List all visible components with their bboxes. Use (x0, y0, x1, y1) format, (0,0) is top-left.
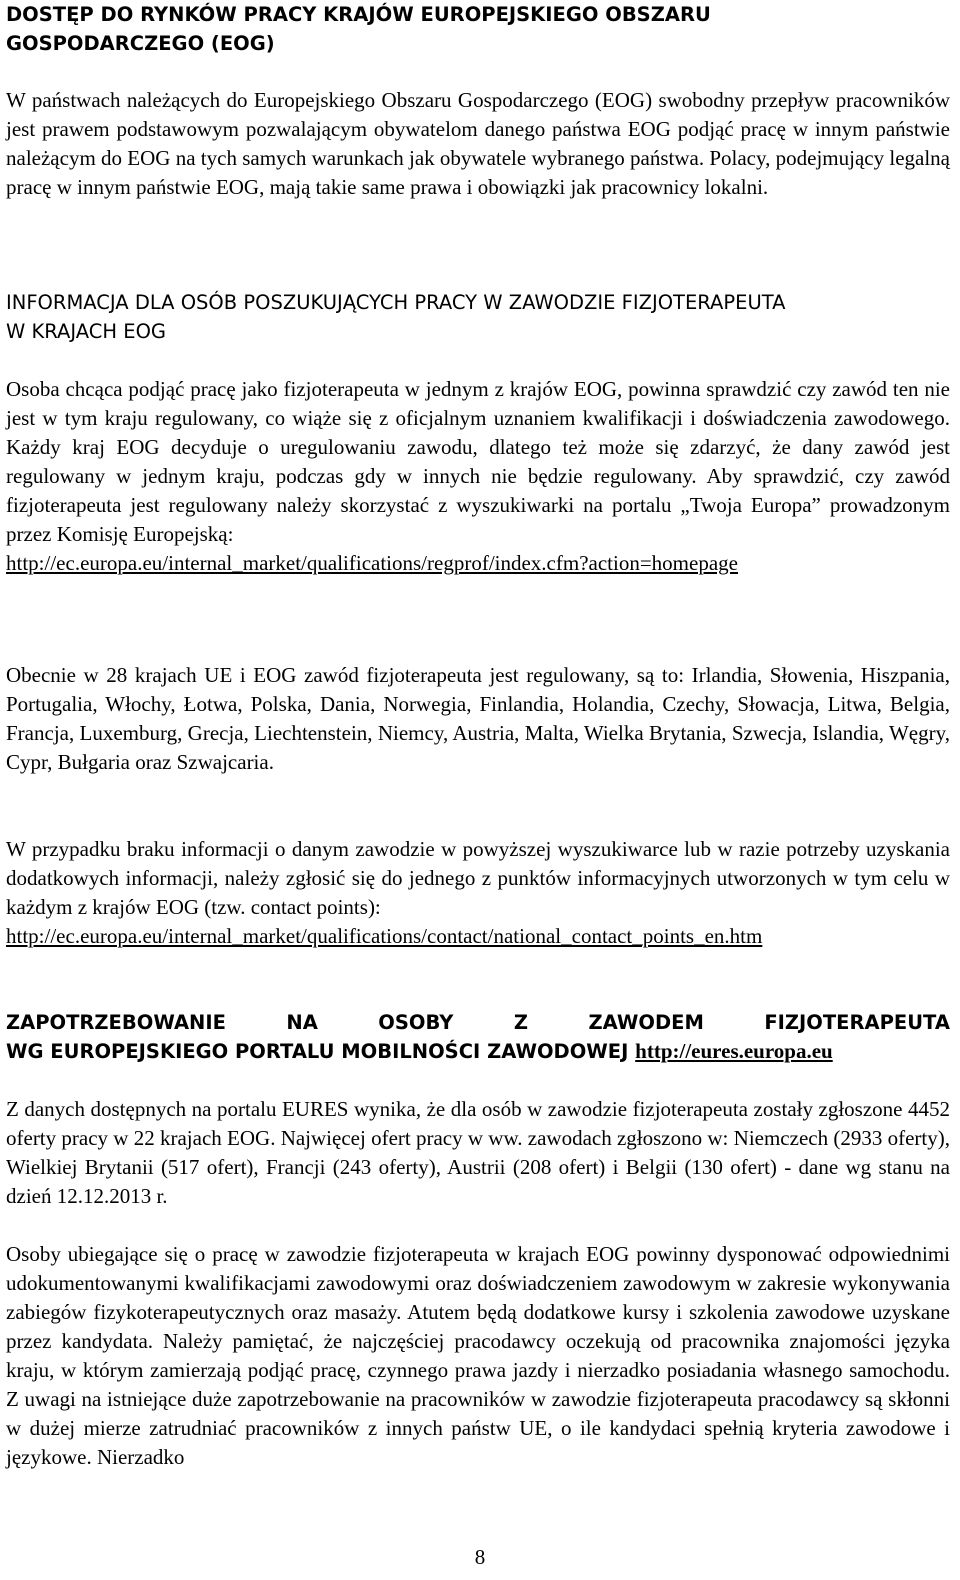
title-line: INFORMACJA DLA OSÓB POSZUKUJĄCYCH PRACY W ZAWODZIE FIZJOTERAPEUTA (6, 291, 786, 314)
section-eog-access (6, 0, 950, 202)
paragraph: Osoba chcąca podjąć pracę jako fizjoterapeuta w jednym z krajów EOG, powinna sprawdzić czy zawód ten nie jest w tym kraju regulowany, co wiąże się z oficjalnym uznaniem kwalifikacji i doświadczenia zawodowego. Każdy kraj EOG decyduje o uregulowaniu zawodu, dlatego też może się zdarzyć, że dany zawód jest regulowany w jednym kraju, podczas gdy w innych nie będzie regulowany. Aby sprawdzić, czy zawód fizjoterapeuta jest regulowany należy skorzystać z wyszukiwarki na portalu „Twoja Europa” prowadzonym przez Komisję Europejską: (6, 377, 950, 546)
section-job-seekers-info (6, 288, 950, 578)
eures-link[interactable]: http://eures.europa.eu (635, 1039, 833, 1063)
regprof-link[interactable]: http://ec.europa.eu/internal_market/qualifications/regprof/index.cfm?action=homepage (6, 551, 738, 575)
section-title (6, 0, 950, 58)
title-line: WG EUROPEJSKIEGO PORTALU MOBILNOŚCI ZAWODOWEJ http://eures.europa.eu (6, 1039, 833, 1063)
paragraph: W państwach należących do Europejskiego Obszaru Gospodarczego (EOG) swobodny przepływ pracowników jest prawem podstawowym pozwalającym obywatelom danego państwa EOG podjąć pracę w innym państwie należącym do EOG na tych samych warunkach jak obywatele wybranego państwa. Polacy, podejmujący legalną pracę w innym państwie EOG, mają takie same prawa i obowiązki jak pracownicy lokalni. (6, 88, 950, 199)
title-line: W KRAJACH EOG (6, 320, 167, 343)
contact-points-link[interactable]: http://ec.europa.eu/internal_market/qualifications/contact/national_contact_points_en.htm (6, 924, 763, 948)
title-line: ZAPOTRZEBOWANIE NA OSOBY Z ZAWODEM FIZJOTERAPEUTA (6, 1011, 950, 1034)
section-eures-demand (6, 1008, 950, 1472)
paragraph: Osoby ubiegające się o pracę w zawodzie fizjoterapeuta w krajach EOG powinny dysponować odpowiednimi udokumentowanymi kwalifikacjami zawodowymi oraz doświadczeniem zawodowym w zakresie wykonywania zabiegów fizykoterapeutycznych oraz masaży. Atutem będą dodatkowe kursy i szkolenia zawodowe uzyskane przez kandydata. Należy pamiętać, że najczęściej pracodawcy oczekują od pracownika znajomości języka kraju, w którym zamierzają podjąć pracę, czynnego prawa jazdy i nierzadko posiadania własnego samochodu. Z uwagi na istniejące duże zapotrzebowanie na pracowników w zawodzie fizjoterapeuta pracodawcy są skłonni w dużej mierze zatrudniać pracowników z innych państw UE, o ile kandydaci spełnią kryteria zawodowe i językowe. Nierzadko (6, 1242, 950, 1469)
title-line: DOSTĘP DO RYNKÓW PRACY KRAJÓW EUROPEJSKIEGO OBSZARU (6, 3, 711, 26)
section-title (6, 1008, 950, 1066)
paragraph: Z danych dostępnych na portalu EURES wynika, że dla osób w zawodzie fizjoterapeuta zostały zgłoszone 4452 oferty pracy w 22 krajach EOG. Najwięcej ofert pracy w ww. zawodach zgłoszono w: Niemczech (2933 oferty), Wielkiej Brytanii (517 ofert), Francji (243 oferty), Austrii (208 ofert) i Belgii (130 ofert) - dane wg stanu na dzień 12.12.2013 r. (6, 1097, 950, 1208)
section-title (6, 288, 950, 346)
paragraph: W przypadku braku informacji o danym zawodzie w powyższej wyszukiwarce lub w razie potrzeby uzyskania dodatkowych informacji, należy zgłosić się do jednego z punktów informacyjnych utworzonych w tym celu w każdym z krajów EOG (tzw. contact points): (6, 837, 950, 919)
regulated-countries (6, 661, 950, 777)
paragraph: Obecnie w 28 krajach UE i EOG zawód fizjoterapeuta jest regulowany, są to: Irlandia, Słowenia, Hiszpania, Portugalia, Włochy, Łotwa, Polska, Dania, Norwegia, Finlandia, Holandia, Czechy, Słowacja, Litwa, Belgia, Francja, Luxemburg, Grecja, Liechtenstein, Niemcy, Austria, Malta, Wielka Brytania, Szwecja, Islandia, Węgry, Cypr, Bułgaria oraz Szwajcaria. (6, 663, 950, 774)
contact-points-info (6, 835, 950, 951)
title-line: GOSPODARCZEGO (EOG) (6, 32, 275, 55)
page-number: 8 (474, 1545, 486, 1569)
